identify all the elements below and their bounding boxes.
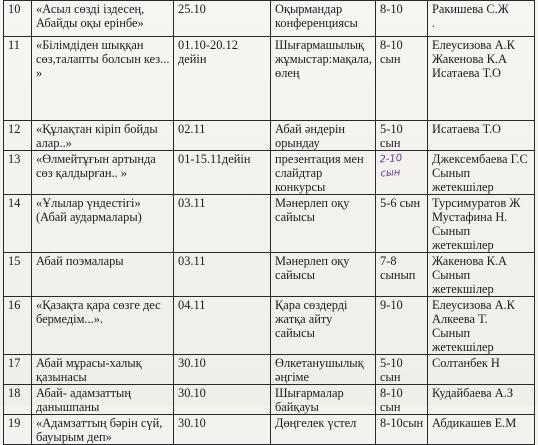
event-date: 04.11 bbox=[174, 297, 271, 355]
row-number: 14 bbox=[4, 195, 32, 253]
row-number: 18 bbox=[4, 385, 32, 415]
row-number: 16 bbox=[4, 297, 32, 355]
event-responsible: Джексембаева Г.С Сынып жетекшілер bbox=[428, 151, 535, 195]
event-title: «Білімдіден шыққан сөз,талапты болсын кез... » bbox=[32, 37, 174, 121]
row-number: 12 bbox=[4, 121, 32, 151]
row-number: 17 bbox=[4, 355, 32, 385]
event-date: 30.10 bbox=[174, 415, 271, 445]
table-row bbox=[4, 121, 535, 151]
event-responsible: Абдикашев Е.М bbox=[428, 415, 535, 445]
event-title: «Қазақта қара сөзге дес бермедім...». bbox=[32, 297, 174, 355]
event-date: 03.11 bbox=[174, 253, 271, 297]
table-row bbox=[4, 253, 535, 297]
event-responsible: Елеусизова А.К Алкеева Т. Сынып жетекшілер bbox=[428, 297, 535, 355]
table-row bbox=[4, 355, 535, 385]
row-number: 13 bbox=[4, 151, 32, 195]
event-title: Абай поэмалары bbox=[32, 253, 174, 297]
table-row bbox=[4, 1, 535, 37]
event-class: 7-8 сынып bbox=[376, 253, 428, 297]
event-responsible: Турсимуратов Ж Мустафина Н. Сынып жетекшілер bbox=[428, 195, 535, 253]
event-responsible: Ракишева С.Ж . bbox=[428, 1, 535, 37]
event-form: Шығармалар байқауы bbox=[271, 385, 376, 415]
event-class: 9-10 bbox=[376, 297, 428, 355]
events-table bbox=[3, 0, 535, 445]
event-form: Мәнерлеп оқу сайысы bbox=[271, 195, 376, 253]
event-responsible: Кудайбаева А.З bbox=[428, 385, 535, 415]
event-form: презентация мен слайдтар конкурсы bbox=[271, 151, 376, 195]
event-form: Абай әндерін орындау bbox=[271, 121, 376, 151]
handwritten-class: 2-10 сын bbox=[379, 152, 403, 180]
event-responsible: Солтанбек Н bbox=[428, 355, 535, 385]
event-responsible: Елеусизова А.К Жакенова К.А Исатаева Т.О bbox=[428, 37, 535, 121]
event-date: 01.10-20.12 дейін bbox=[174, 37, 271, 121]
event-class: 5-10 сын bbox=[376, 355, 428, 385]
event-title: Абай мұрасы-халық қазынасы bbox=[32, 355, 174, 385]
table-row bbox=[4, 415, 535, 445]
row-number: 11 bbox=[4, 37, 32, 121]
event-class: 5-10 сын bbox=[376, 121, 428, 151]
event-class: 8-10сын bbox=[376, 415, 428, 445]
event-title: «Өлмейтұғын артында сөз қалдырған.. » bbox=[32, 151, 174, 195]
event-date: 25.10 bbox=[174, 1, 271, 37]
event-form: Өлкетанушылық әңгіме bbox=[271, 355, 376, 385]
event-form: Дөңгелек үстел bbox=[271, 415, 376, 445]
event-date: 03.11 bbox=[174, 195, 271, 253]
event-class bbox=[376, 151, 428, 195]
row-number: 10 bbox=[4, 1, 32, 37]
event-form: Қара сөздерді жатқа айту сайысы bbox=[271, 297, 376, 355]
event-responsible: Исатаева Т.О bbox=[428, 121, 535, 151]
table-row bbox=[4, 297, 535, 355]
event-date: 30.10 bbox=[174, 385, 271, 415]
event-class: 8-10 bbox=[376, 1, 428, 37]
event-form: Оқырмандар конференциясы bbox=[271, 1, 376, 37]
event-title: «Ұлылар үндестігі» (Абай аудармалары) bbox=[32, 195, 174, 253]
event-title: Абай- адамзаттың данышпаны bbox=[32, 385, 174, 415]
event-class: 8-10 сын bbox=[376, 37, 428, 121]
event-title: «Адамзаттың бәрін сүй, бауырым деп» bbox=[32, 415, 174, 445]
event-class: 5-6 сын bbox=[376, 195, 428, 253]
event-date: 02.11 bbox=[174, 121, 271, 151]
event-date: 01-15.11дейін bbox=[174, 151, 271, 195]
table-row bbox=[4, 385, 535, 415]
event-title: «Құлақтан кіріп бойды алар..» bbox=[32, 121, 174, 151]
event-form: Мәнерлеп оқу сайысы bbox=[271, 253, 376, 297]
row-number: 19 bbox=[4, 415, 32, 445]
event-title: «Асыл сөзді іздесең, Абайды оқы ерінбе» bbox=[32, 1, 174, 37]
event-responsible: Жакенова К.А Сынып жетекшілер bbox=[428, 253, 535, 297]
table-row bbox=[4, 151, 535, 195]
event-form: Шығармашылық жұмыстар:мақала, өлең bbox=[271, 37, 376, 121]
event-class: 8-10 сын bbox=[376, 385, 428, 415]
table-row bbox=[4, 37, 535, 121]
table-row bbox=[4, 195, 535, 253]
row-number: 15 bbox=[4, 253, 32, 297]
event-date: 30.10 bbox=[174, 355, 271, 385]
